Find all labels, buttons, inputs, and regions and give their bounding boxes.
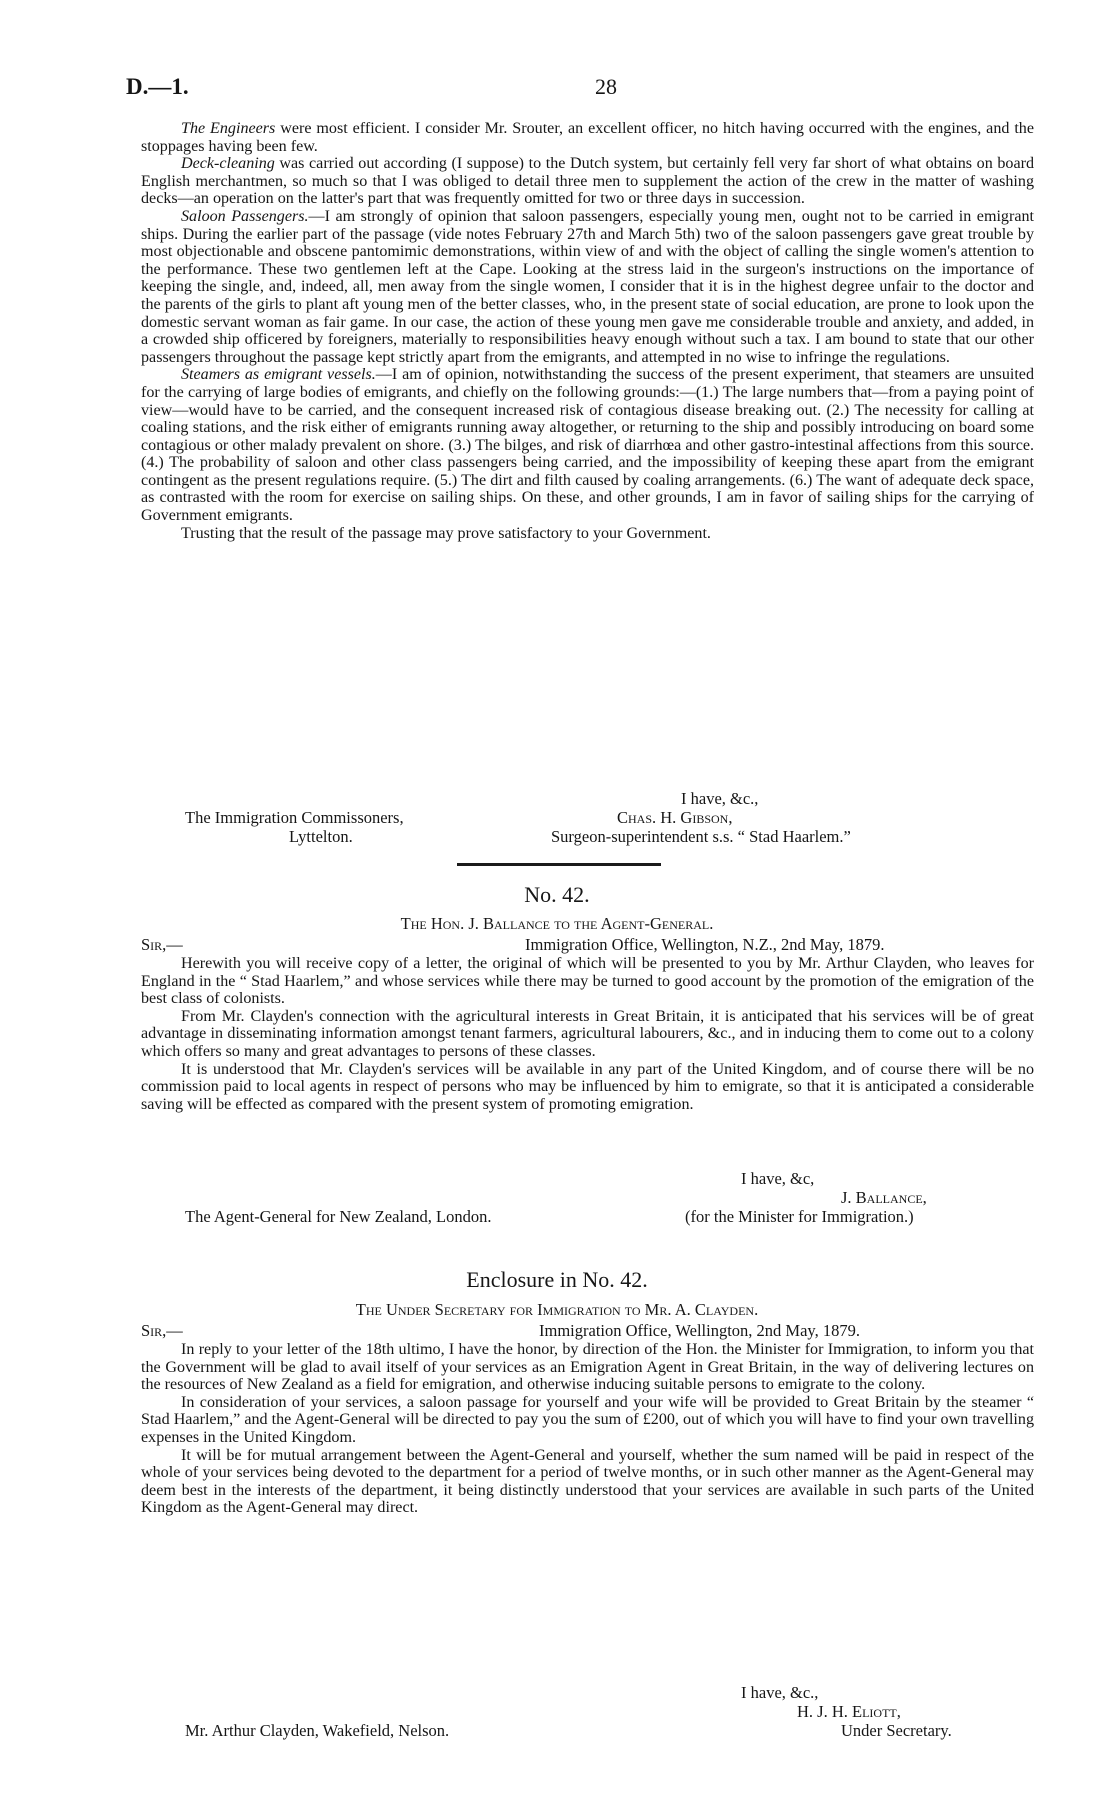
letter-subtitle: The Hon. J. Ballance to the Agent-General. bbox=[400, 914, 714, 933]
page-header bbox=[126, 74, 988, 102]
enclosure-body bbox=[141, 1322, 1034, 1517]
salutation: Sir,— bbox=[141, 935, 183, 954]
document-code: D.—1. bbox=[126, 74, 189, 99]
paragraph: It is understood that Mr. Clayden's services will be available in any part of the United Kingdom, and of course there will be no commission paid to local agents in respect of persons who may be influenced by him to emigrate, so that it is anticipated a considerable saving will be effected as compared with the present system of promoting emigration. bbox=[141, 1060, 1034, 1113]
dateline: Immigration Office, Wellington, N.Z., 2nd May, 1879. bbox=[525, 935, 885, 954]
signer-title: Under Secretary. bbox=[841, 1721, 952, 1740]
enclosure-signature-block bbox=[141, 1684, 1034, 1741]
signer: J. Ballance, bbox=[841, 1188, 927, 1207]
signer-title: (for the Minister for Immigration.) bbox=[685, 1207, 914, 1226]
closing: I have, &c, bbox=[741, 1169, 815, 1188]
letter-number-heading: No. 42. bbox=[524, 882, 590, 907]
addressee: The Immigration Commissoners, bbox=[185, 808, 404, 827]
letter2-body bbox=[141, 936, 1034, 1113]
paragraph: Herewith you will receive copy of a letter, the original of which will be presented to you by Mr. Arthur Clayden, who leaves for England in the “ Stad Haarlem,” and whose services while there may be turned to good account by the promotion of the emigration of the best class of colonists. bbox=[141, 955, 1034, 1008]
paragraph: In consideration of your services, a saloon passage for yourself and your wife will be provided to Great Britain by the steamer “ Stad Haarlem,” and the Agent-General will be directed to pay you the sum of £200, out of which you will have to find your own travelling expenses in the United Kingdom. bbox=[141, 1393, 1034, 1446]
paragraph-deck-cleaning: Deck-cleaning was carried out according (I suppose) to the Dutch system, but certainly fell very far short of what obtains on board English merchantmen, so much so that I was obliged to detail three men to supplement the action of the crew in the matter of washing decks—an operation on the latter's part that was frequently omitted for two or three days in succession. bbox=[141, 155, 1034, 208]
paragraph-engineers: The Engineers were most efficient. I consider Mr. Srouter, an excellent officer, no hitch having occurred with the engines, and the stoppages having been few. bbox=[141, 120, 1034, 155]
dateline: Immigration Office, Wellington, 2nd May, 1879. bbox=[539, 1321, 860, 1340]
paragraph-trusting: Trusting that the result of the passage may prove satisfactory to your Government. bbox=[181, 524, 711, 542]
salutation: Sir,— bbox=[141, 1321, 183, 1340]
letter1-body bbox=[141, 120, 1034, 542]
page-number: 28 bbox=[595, 74, 617, 99]
signer: Chas. H. Gibson, bbox=[617, 808, 733, 827]
signer-title: Surgeon-superintendent s.s. “ Stad Haarlem.” bbox=[551, 827, 851, 846]
paragraph: In reply to your letter of the 18th ultimo, I have the honor, by direction of the Hon. the Minister for Immigration, to inform you that the Government will be glad to avail itself of your services as an Emigration Agent in Great Britain, in the way of delivering lectures on the resources of New Zealand as a field for emigration, and otherwise inducing suitable persons to emigrate to the colony. bbox=[141, 1341, 1034, 1394]
paragraph: It will be for mutual arrangement between the Agent-General and yourself, whether the sum named will be paid in respect of the whole of your services being devoted to the department for a period of twelve months, or in such other manner as the Agent-General may deem best in the interests of the department, it being distinctly understood that your services are available in such parts of the United Kingdom as the Agent-General may direct. bbox=[141, 1446, 1034, 1517]
closing: I have, &c., bbox=[741, 1683, 819, 1702]
enclosure-subtitle: The Under Secretary for Immigration to Mr. A. Clayden. bbox=[355, 1300, 759, 1319]
addressee: Mr. Arthur Clayden, Wakefield, Nelson. bbox=[185, 1721, 450, 1740]
paragraph-steamers: Steamers as emigrant vessels.—I am of opinion, notwithstanding the success of the present experiment, that steamers are unsuited for the carrying of large bodies of emigrants, and chiefly on the following grounds:—(1.) The large numbers that—from a paying point of view—would have to be carried, and the consequent increased risk of contagious disease breaking out. (2.) The necessity for calling at coaling stations, and the risk either of emigrants running away altogether, or returning to the ship and possibly introducing on board some contagious or other malady prevalent on shore. (3.) The bilges, and risk of diarrhœa and other gastro-intestinal affections from this source. (4.) The probability of saloon and other class passengers being carried, and the impossibility of keeping these apart from the emigrant contingent as the present regulations require. (5.) The dirt and filth caused by coaling arrangements. (6.) The want of adequate deck space, as contrasted with the room for exercise on sailing ships. On these, and other grounds, I am in favor of sailing ships for the carrying of Government emigrants. bbox=[141, 366, 1034, 525]
paragraph: From Mr. Clayden's connection with the agricultural interests in Great Britain, it is anticipated that his services will be of great advantage in disseminating information amongst tenant farmers, agricultural labourers, &c., and in inducing them to come out to a colony which offers so many and great advantages to persons of these classes. bbox=[141, 1007, 1034, 1060]
enclosure-heading: Enclosure in No. 42. bbox=[466, 1267, 648, 1292]
letter1-signature-block bbox=[141, 790, 1034, 847]
signer: H. J. H. Eliott, bbox=[797, 1702, 901, 1721]
closing: I have, &c., bbox=[681, 789, 759, 808]
section-divider bbox=[457, 863, 661, 866]
letter2-signature-block bbox=[141, 1170, 1034, 1227]
addressee-place: Lyttelton. bbox=[289, 827, 353, 846]
addressee: The Agent-General for New Zealand, London. bbox=[185, 1207, 492, 1226]
paragraph-saloon-passengers: Saloon Passengers.—I am strongly of opinion that saloon passengers, especially young men, ought not to be carried in emigrant ships. During the earlier part of the passage (vide notes February 27th and March 5th) two of the saloon passengers gave great trouble by most objectionable and obscene pantomimic demonstrations, within view of and with the object of calling the single women's attention to the performance. These two gentlemen left at the Cape. Looking at the stress laid in the surgeon's instructions on the importance of keeping the single, and, indeed, all, men away from the single women, I consider that it is in the highest degree unfair to the doctor and the parents of the girls to plant aft young men of the better classes, who, in the present state of social education, are prone to look upon the domestic servant woman as fair game. In our case, the action of these young men gave me considerable trouble and anxiety, and added, in a crowded ship officered by foreigners, materially to responsibilities heavy enough without such a tax. I am bound to state that our other passengers throughout the passage kept strictly apart from the emigrants, and attempted in no wise to infringe the regulations. bbox=[141, 207, 1035, 366]
